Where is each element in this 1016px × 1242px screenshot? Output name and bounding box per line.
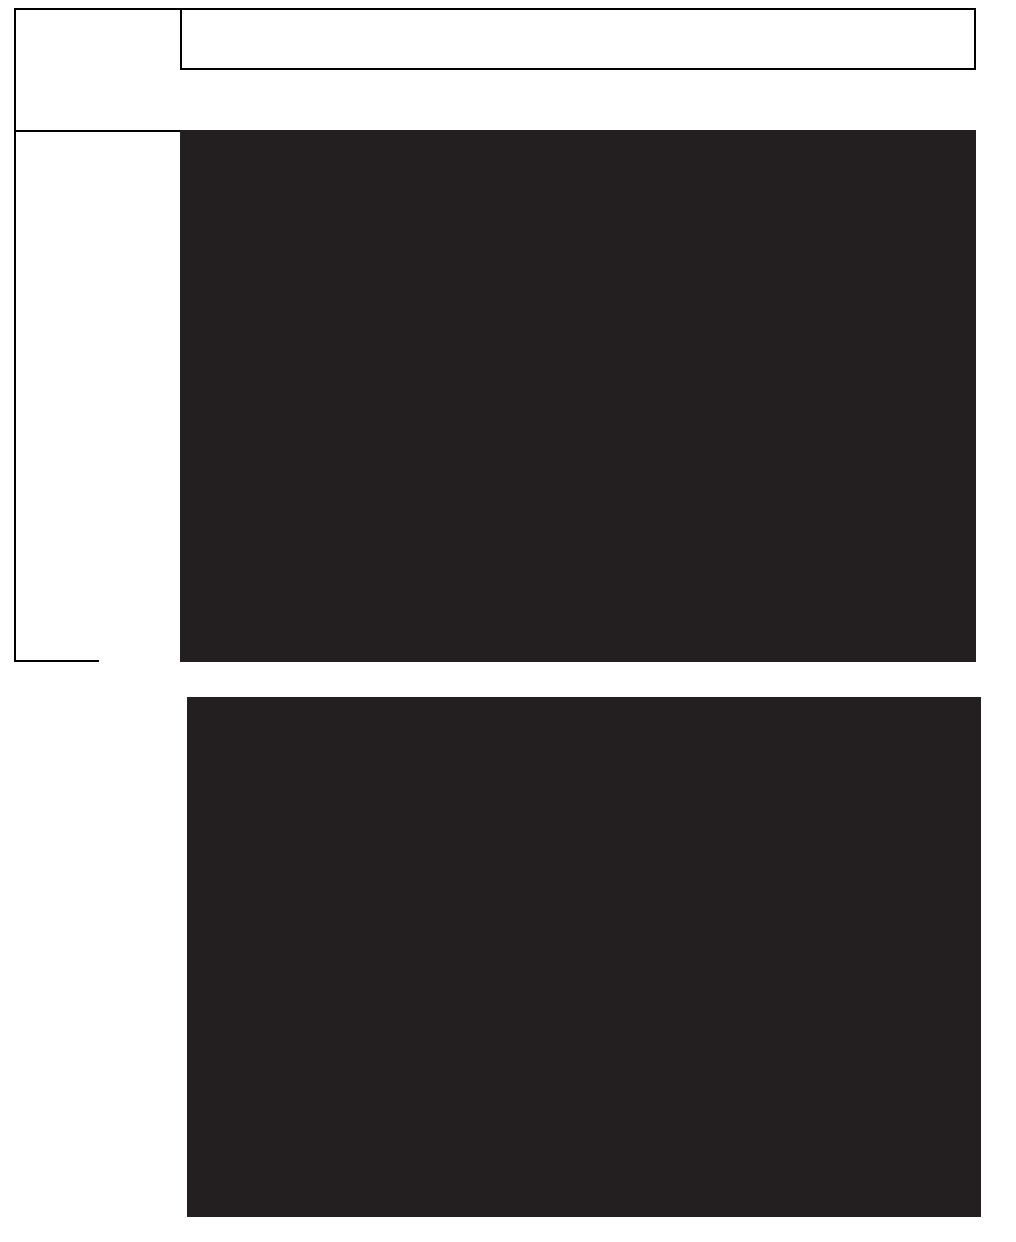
grid-table — [14, 8, 976, 662]
row-title-cell — [14, 130, 99, 662]
corner-cell — [14, 8, 180, 130]
cell-grid — [180, 130, 976, 662]
grid-legend — [187, 697, 981, 1217]
column-title-cell — [180, 8, 976, 70]
